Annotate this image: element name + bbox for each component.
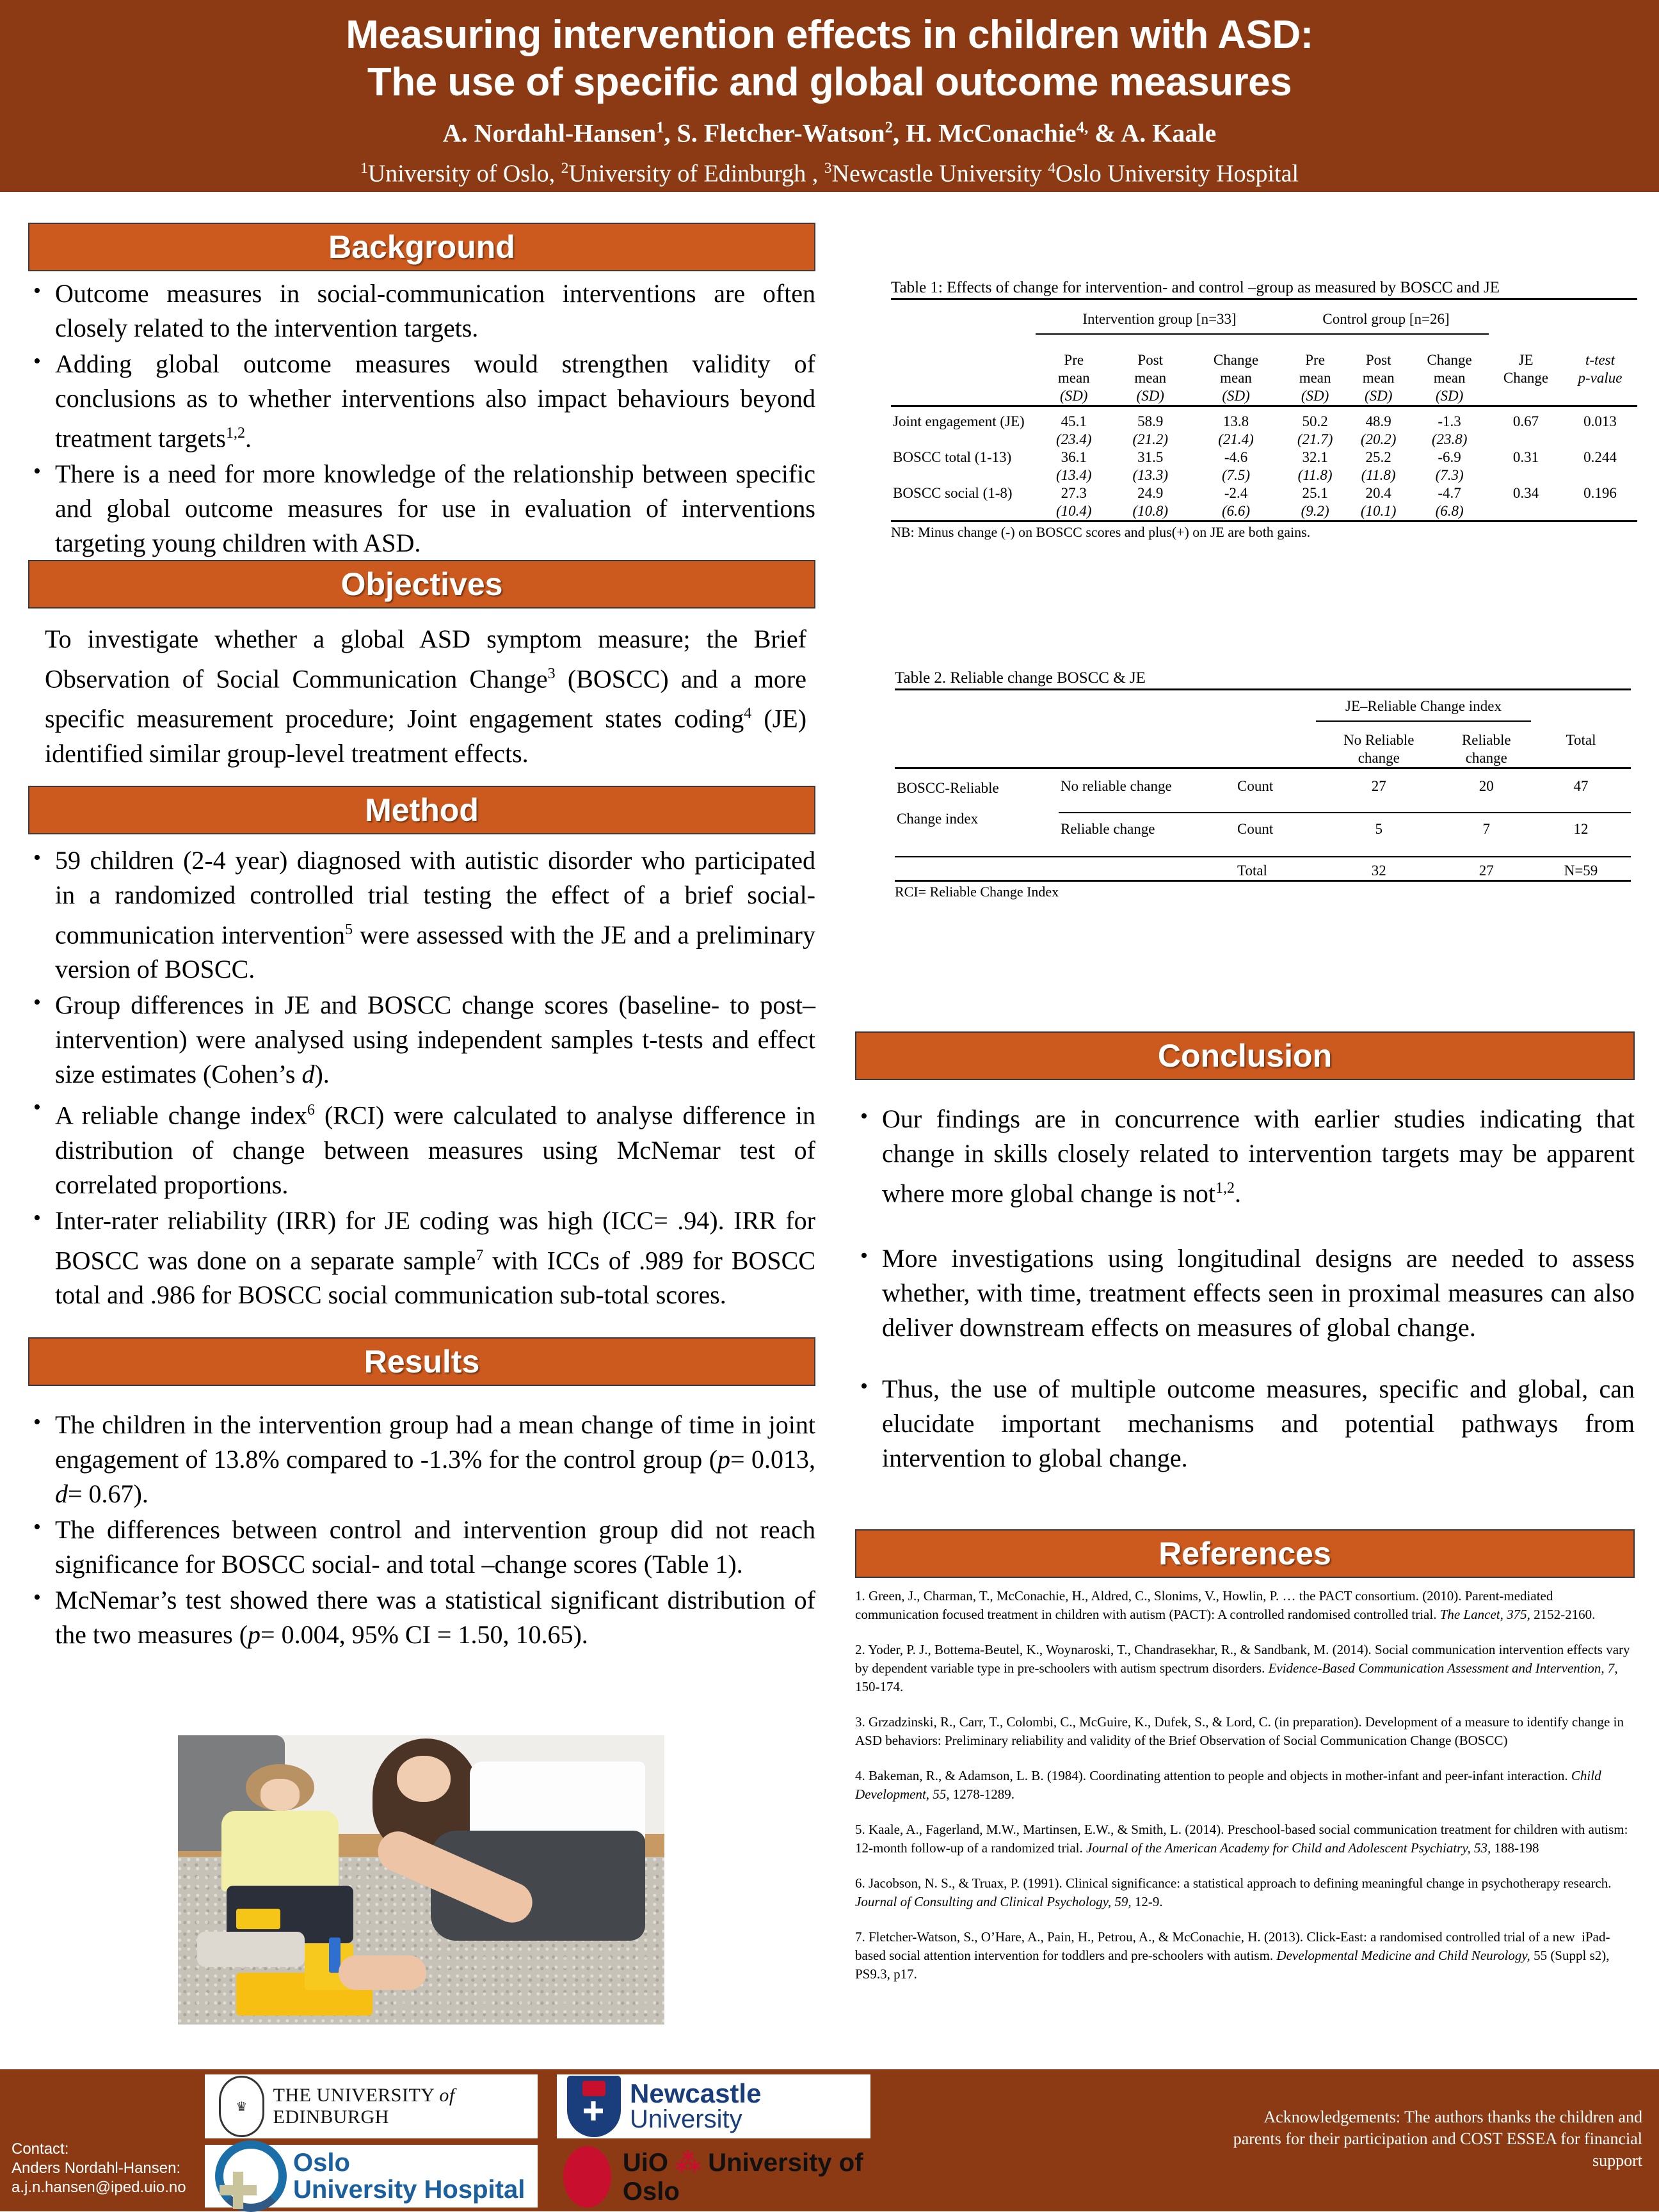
table2-container xyxy=(895,669,1631,900)
table2-row-block-line1: BOSCC-Reliable xyxy=(897,780,999,796)
newcastle-line1: Newcastle xyxy=(630,2078,762,2108)
table1-cell-sd: (9.2) xyxy=(1301,503,1329,519)
photo-child-legs xyxy=(197,1932,304,1966)
table2-col-head: Reliable xyxy=(1461,732,1511,748)
table1-cell-sd: (23.8) xyxy=(1431,431,1468,447)
poster-title-line2: The use of specific and global outcome measures xyxy=(367,60,1292,104)
photo-child-shirt xyxy=(221,1811,338,1892)
table2-row-block-label xyxy=(895,768,1059,839)
table1-col-head: Change xyxy=(1427,352,1472,368)
list-item: • Thus, the use of multiple outcome measures, specific and global, can elucidate important mechanisms and potential pathways from intervention to global change. xyxy=(855,1372,1635,1476)
section-body-objectives: To investigate whether a global ASD symptom measure; the Brief Observation of Social Communication Change$^3$ (BOSCC) and a more specific measurement procedure; Joint engagement states coding$^4$ (JE) identified similar group-level treatment effects. xyxy=(45,625,807,768)
table1-cell-sd: (10.1) xyxy=(1360,503,1397,519)
table1-col-head: mean xyxy=(1220,370,1252,386)
table1-cell-sd: (20.2) xyxy=(1360,431,1397,447)
list-item: • Outcome measures in social-communication interventions are often closely related to the intervention targets. xyxy=(28,276,815,346)
oslo-hospital-ring-icon xyxy=(215,2140,287,2212)
table1-cell-sd: (7.3) xyxy=(1435,467,1464,483)
section-body-background xyxy=(28,276,815,562)
logo-university-of-oslo xyxy=(563,2146,870,2208)
section-header-background: Background xyxy=(28,223,815,271)
table1-cell-sd: (21.2) xyxy=(1132,431,1169,447)
table1-cell-sd: (6.6) xyxy=(1221,503,1251,519)
table1-col-head: Pre xyxy=(1064,352,1084,368)
table1-cell: 25.2 xyxy=(1365,449,1391,465)
poster-banner xyxy=(0,0,1659,192)
table2-stat-label: Count xyxy=(1237,821,1274,837)
author-list: A. Nordahl-Hansen$^1$, S. Fletcher-Watson$^2$, H. McConachie$^{4,}$ & A. Kaale xyxy=(442,118,1217,148)
section-header-results: Results xyxy=(28,1337,815,1386)
table-row xyxy=(891,431,1637,449)
table1-col-head: t-test xyxy=(1585,352,1615,368)
table1-cell: 58.9 xyxy=(1137,413,1164,429)
table2-cell: 20 xyxy=(1479,778,1494,794)
table1-col-head: mean xyxy=(1433,370,1466,386)
table2-cell: 27 xyxy=(1371,778,1386,794)
table-row xyxy=(891,466,1637,484)
affiliation-list: $^1$University of Oslo, $^2$University of Edinburgh , $^3$Newcastle University $^4$Oslo University Hospital xyxy=(360,160,1299,187)
section-header-method: Method xyxy=(28,786,815,834)
table1-cell: 24.9 xyxy=(1137,485,1164,501)
table1-cell-sd: (10.8) xyxy=(1132,503,1169,519)
table1-container xyxy=(891,279,1637,541)
table1-row-label: Joint engagement (JE) xyxy=(893,413,1025,429)
oslo-hospital-line2: University Hospital xyxy=(293,2176,525,2204)
list-item: • Our findings are in concurrence with earlier studies indicating that change in skills closely related to intervention targets may be apparent where more global change is not$^{1,2}$. xyxy=(855,1102,1635,1211)
reference-item: 3. Grzadzinski, R., Carr, T., Colombi, C., McGuire, K., Dufek, S., & Lord, C. (in preparation). Development of a measure to identify change in ASD behaviors: Preliminary reliability and validity of the Brief Observation of Social Communication Change (BOSCC) xyxy=(855,1714,1624,1748)
contact-email[interactable]: a.j.n.hansen@iped.uio.no xyxy=(12,2179,186,2196)
table1-cell-sd: (10.4) xyxy=(1055,503,1092,519)
table1-col-head: mean xyxy=(1299,370,1331,386)
list-item: • There is a need for more knowledge of the relationship between specific and global outcome measures for use in evaluation of interventions targeting young children with ASD. xyxy=(28,457,815,561)
poster-title-line1: Measuring intervention effects in children with ASD: xyxy=(346,13,1313,57)
uio-seal-icon xyxy=(563,2146,611,2208)
edinburgh-crest-icon: ♛ xyxy=(219,2076,264,2137)
contact-block xyxy=(12,2140,186,2197)
table2-col-head: Total xyxy=(1566,732,1596,748)
table1-group-control: Control group [n=26] xyxy=(1322,311,1450,327)
table2-col-head: No Reliable xyxy=(1343,732,1415,748)
table2-total-cell: 27 xyxy=(1479,863,1494,879)
section-body-conclusion xyxy=(855,1102,1635,1477)
table1-col-head: JE xyxy=(1518,352,1534,368)
oslo-hospital-wordmark xyxy=(293,2149,525,2203)
uio-wordmark xyxy=(623,2148,870,2206)
table-row xyxy=(895,857,1631,881)
poster-footer xyxy=(0,2069,1659,2211)
table-row xyxy=(891,406,1637,431)
table2-col-head: change xyxy=(1358,750,1400,766)
table1-cell: 27.3 xyxy=(1061,485,1087,501)
table1-col-head: p-value xyxy=(1578,370,1623,386)
table1-col-head: mean xyxy=(1057,370,1090,386)
contact-line: Contact: xyxy=(12,2140,69,2158)
list-item: • More investigations using longitudinal designs are needed to assess whether, with time, treatment effects seen in proximal measures can also deliver downstream effects on measures of global change. xyxy=(855,1241,1635,1345)
reference-item: 7. Fletcher-Watson, S., O’Hare, A., Pain, H., Petrou, A., & McConachie, H. (2013). Click-East: a randomised controlled trial of a new iPad-based social attention intervention for toddlers and pre-schoolers with autism. Developmental Medicine and Child Neurology, 55 (Suppl s2), PS9.3, p17. xyxy=(855,1929,1610,1982)
table1-note: NB: Minus change (-) on BOSCC scores and plus(+) on JE are both gains. xyxy=(891,524,1311,540)
reference-item: 5. Kaale, A., Fagerland, M.W., Martinsen, E.W., & Smith, L. (2014). Preschool-based social communication treatment for children with autism: 12-month follow-up of a randomized trial. Journal of the American Academy for Child and Adolescent Psychiatry, 53, 188-198 xyxy=(855,1822,1628,1856)
table1-cell-sd: (13.3) xyxy=(1132,467,1169,483)
uio-line1: UiO xyxy=(622,2148,668,2177)
table1-row-label: BOSCC social (1-8) xyxy=(893,485,1013,501)
table1-cell: -6.9 xyxy=(1438,449,1461,465)
study-photo xyxy=(178,1735,664,2025)
table1-cell: 45.1 xyxy=(1061,413,1087,429)
list-item: • Inter-rater reliability (IRR) for JE coding was high (ICC= .94). IRR for BOSCC was done on a separate sample$^7$ with ICCs of .989 for BOSCC total and .986 for BOSCC social communication sub-total scores. xyxy=(28,1204,815,1312)
table-row xyxy=(891,484,1637,502)
table2-stat-label: Count xyxy=(1237,778,1274,794)
table1-cell-sd: (21.7) xyxy=(1297,431,1333,447)
oslo-hospital-line1: Oslo xyxy=(293,2149,350,2177)
table1-col-head: (SD) xyxy=(1136,388,1164,404)
table2-title: Table 2. Reliable change BOSCC & JE xyxy=(895,669,1146,687)
photo-adult-face xyxy=(397,1756,451,1802)
section-body-results xyxy=(28,1408,815,1653)
table1-cell: -1.3 xyxy=(1438,413,1461,429)
table1 xyxy=(891,298,1637,522)
photo-adult-hand xyxy=(339,1955,426,1990)
table1-col-head: (SD) xyxy=(1222,388,1250,404)
table1-col-head: Pre xyxy=(1305,352,1325,368)
edinburgh-line1: THE UNIVERSITY xyxy=(273,2085,435,2106)
photo-toy-block-small xyxy=(236,1909,280,1929)
photo-child-face xyxy=(260,1779,300,1811)
logo-university-of-edinburgh xyxy=(205,2074,538,2138)
edinburgh-of: of xyxy=(439,2085,455,2106)
edinburgh-line2: EDINBURGH xyxy=(273,2106,389,2128)
list-item: • The differences between control and intervention group did not reach significance for BOSCC social- and total –change scores (Table 1). xyxy=(28,1513,815,1582)
list-item: • The children in the intervention group had a mean change of time in joint engagement of 13.8% compared to -1.3% for the control group (p= 0.013, d= 0.67). xyxy=(28,1408,815,1511)
table1-cell: 0.67 xyxy=(1512,413,1539,429)
table2-total-cell: N=59 xyxy=(1564,863,1598,879)
table1-cell-sd: (13.4) xyxy=(1055,467,1092,483)
table1-col-head: mean xyxy=(1362,370,1395,386)
table1-cell: -4.7 xyxy=(1438,485,1461,501)
reference-item: 4. Bakeman, R., & Adamson, L. B. (1984). Coordinating attention to people and objects in mother-infant and peer-infant interaction. Child Development, 55, 1278-1289. xyxy=(855,1768,1601,1802)
table1-cell: 0.244 xyxy=(1583,449,1617,465)
table2-row-label: Reliable change xyxy=(1061,821,1155,837)
section-header-objectives: Objectives xyxy=(28,560,815,609)
table1-cell-sd: (6.8) xyxy=(1435,503,1464,519)
table1-col-head: Change xyxy=(1503,370,1549,386)
logo-oslo-university-hospital xyxy=(205,2145,538,2208)
oslo-hospital-cross-icon xyxy=(220,2172,257,2209)
table1-col-head: Change xyxy=(1213,352,1259,368)
uio-colon-icon: ⁂ xyxy=(675,2148,701,2177)
table1-cell: 25.1 xyxy=(1302,485,1328,501)
table1-cell-sd: (11.8) xyxy=(1361,467,1396,483)
section-header-conclusion: Conclusion xyxy=(855,1031,1635,1080)
list-item: • Group differences in JE and BOSCC change scores (baseline- to post–intervention) were analysed using independent samples t-tests and effect size estimates (Cohen’s d). xyxy=(28,988,815,1092)
table1-cell: 0.34 xyxy=(1512,485,1539,501)
list-item: • McNemar’s test showed there was a statistical significant distribution of the two measures (p= 0.004, 95% CI = 1.50, 10.65). xyxy=(28,1583,815,1652)
reference-item: 6. Jacobson, N. S., & Truax, P. (1991). Clinical significance: a statistical approach to defining meaningful change in psychotherapy research. Journal of Consulting and Clinical Psychology, 59, 12-9. xyxy=(855,1875,1612,1909)
uio-line2: University of Oslo xyxy=(622,2148,863,2206)
table2-note: RCI= Reliable Change Index xyxy=(895,884,1059,900)
table1-cell: 31.5 xyxy=(1137,449,1164,465)
table1-col-head: Post xyxy=(1137,352,1164,368)
reference-list xyxy=(855,1587,1635,1984)
table2-cell: 7 xyxy=(1482,821,1491,837)
table2-row-block-line2: Change index xyxy=(897,811,979,827)
table2-span-header: JE–Reliable Change index xyxy=(1345,698,1502,714)
newcastle-wordmark xyxy=(630,2078,762,2133)
table1-cell: 0.013 xyxy=(1583,413,1617,429)
table1-cell: 48.9 xyxy=(1365,413,1391,429)
table1-cell: 0.31 xyxy=(1512,449,1539,465)
contact-line: Anders Nordahl-Hansen: xyxy=(12,2160,181,2177)
table1-cell-sd: (21.4) xyxy=(1218,431,1254,447)
table1-group-intervention: Intervention group [n=33] xyxy=(1082,311,1237,327)
table1-col-head: (SD) xyxy=(1364,388,1393,404)
reference-item: 1. Green, J., Charman, T., McConachie, H., Aldred, C., Slonims, V., Howlin, P. … the PACT consortium. (2010). Parent-mediated communication focused treatment in children with autism (PACT): A controlled randomised controlled trial. The Lancet, 375, 2152-2160. xyxy=(855,1588,1596,1622)
table1-cell: 20.4 xyxy=(1365,485,1391,501)
logo-newcastle-university xyxy=(557,2074,870,2138)
table2-cell: 12 xyxy=(1573,821,1589,837)
table1-col-head: mean xyxy=(1134,370,1167,386)
acknowledgements: Acknowledgements: The authors thanks the children and parents for their participation and COST ESSEA for financial support xyxy=(1233,2108,1642,2170)
table-row xyxy=(895,768,1631,796)
section-body-method xyxy=(28,843,815,1314)
edinburgh-wordmark xyxy=(273,2085,538,2128)
table1-row-label: BOSCC total (1-13) xyxy=(893,449,1012,465)
table1-cell-sd: (23.4) xyxy=(1055,431,1092,447)
table1-cell: 32.1 xyxy=(1302,449,1328,465)
table2-total-label: Total xyxy=(1237,863,1267,879)
table-row xyxy=(891,502,1637,521)
newcastle-line2: University xyxy=(630,2105,742,2133)
table1-cell: 36.1 xyxy=(1061,449,1087,465)
table2 xyxy=(895,688,1631,882)
table2-col-head: change xyxy=(1465,750,1507,766)
table1-cell: 50.2 xyxy=(1302,413,1328,429)
table1-cell: -2.4 xyxy=(1224,485,1248,501)
table1-cell: -4.6 xyxy=(1224,449,1248,465)
table1-col-head: (SD) xyxy=(1060,388,1088,404)
table-row xyxy=(891,449,1637,466)
table2-row-label: No reliable change xyxy=(1061,778,1172,794)
table1-cell-sd: (7.5) xyxy=(1221,467,1251,483)
table1-col-head: Post xyxy=(1365,352,1391,368)
table2-cell: 5 xyxy=(1375,821,1383,837)
reference-item: 2. Yoder, P. J., Bottema-Beutel, K., Woynaroski, T., Chandrasekhar, R., & Sandbank, M. (2014). Social communication intervention effects vary by dependent variable type in pre-schoolers with autism spectrum disorders. Evidence-Based Communication Assessment and Intervention, 7, 150-174. xyxy=(855,1642,1630,1694)
newcastle-shield-icon xyxy=(567,2076,621,2137)
list-item: • Adding global outcome measures would strengthen validity of conclusions as to whether interventions also impact behaviours beyond treatment targets$^{1,2}$. xyxy=(28,347,815,456)
section-header-references: References xyxy=(855,1529,1635,1578)
table1-cell: 0.196 xyxy=(1583,485,1617,501)
table1-cell: 13.8 xyxy=(1222,413,1249,429)
table1-col-head: (SD) xyxy=(1301,388,1329,404)
table2-cell: 47 xyxy=(1573,778,1589,794)
table1-title: Table 1: Effects of change for intervention- and control –group as measured by BOSCC and JE xyxy=(891,279,1500,296)
table1-col-head: (SD) xyxy=(1435,388,1464,404)
list-item: • 59 children (2-4 year) diagnosed with autistic disorder who participated in a randomized controlled trial testing the effect of a brief social-communication intervention$^5$ were assessed with the JE and a preliminary version of BOSCC. xyxy=(28,843,815,987)
table1-cell-sd: (11.8) xyxy=(1297,467,1333,483)
list-item: • A reliable change index$^6$ (RCI) were calculated to analyse difference in distribution of change between measures using McNemar test of correlated proportions. xyxy=(28,1093,815,1202)
table2-total-cell: 32 xyxy=(1371,863,1386,879)
